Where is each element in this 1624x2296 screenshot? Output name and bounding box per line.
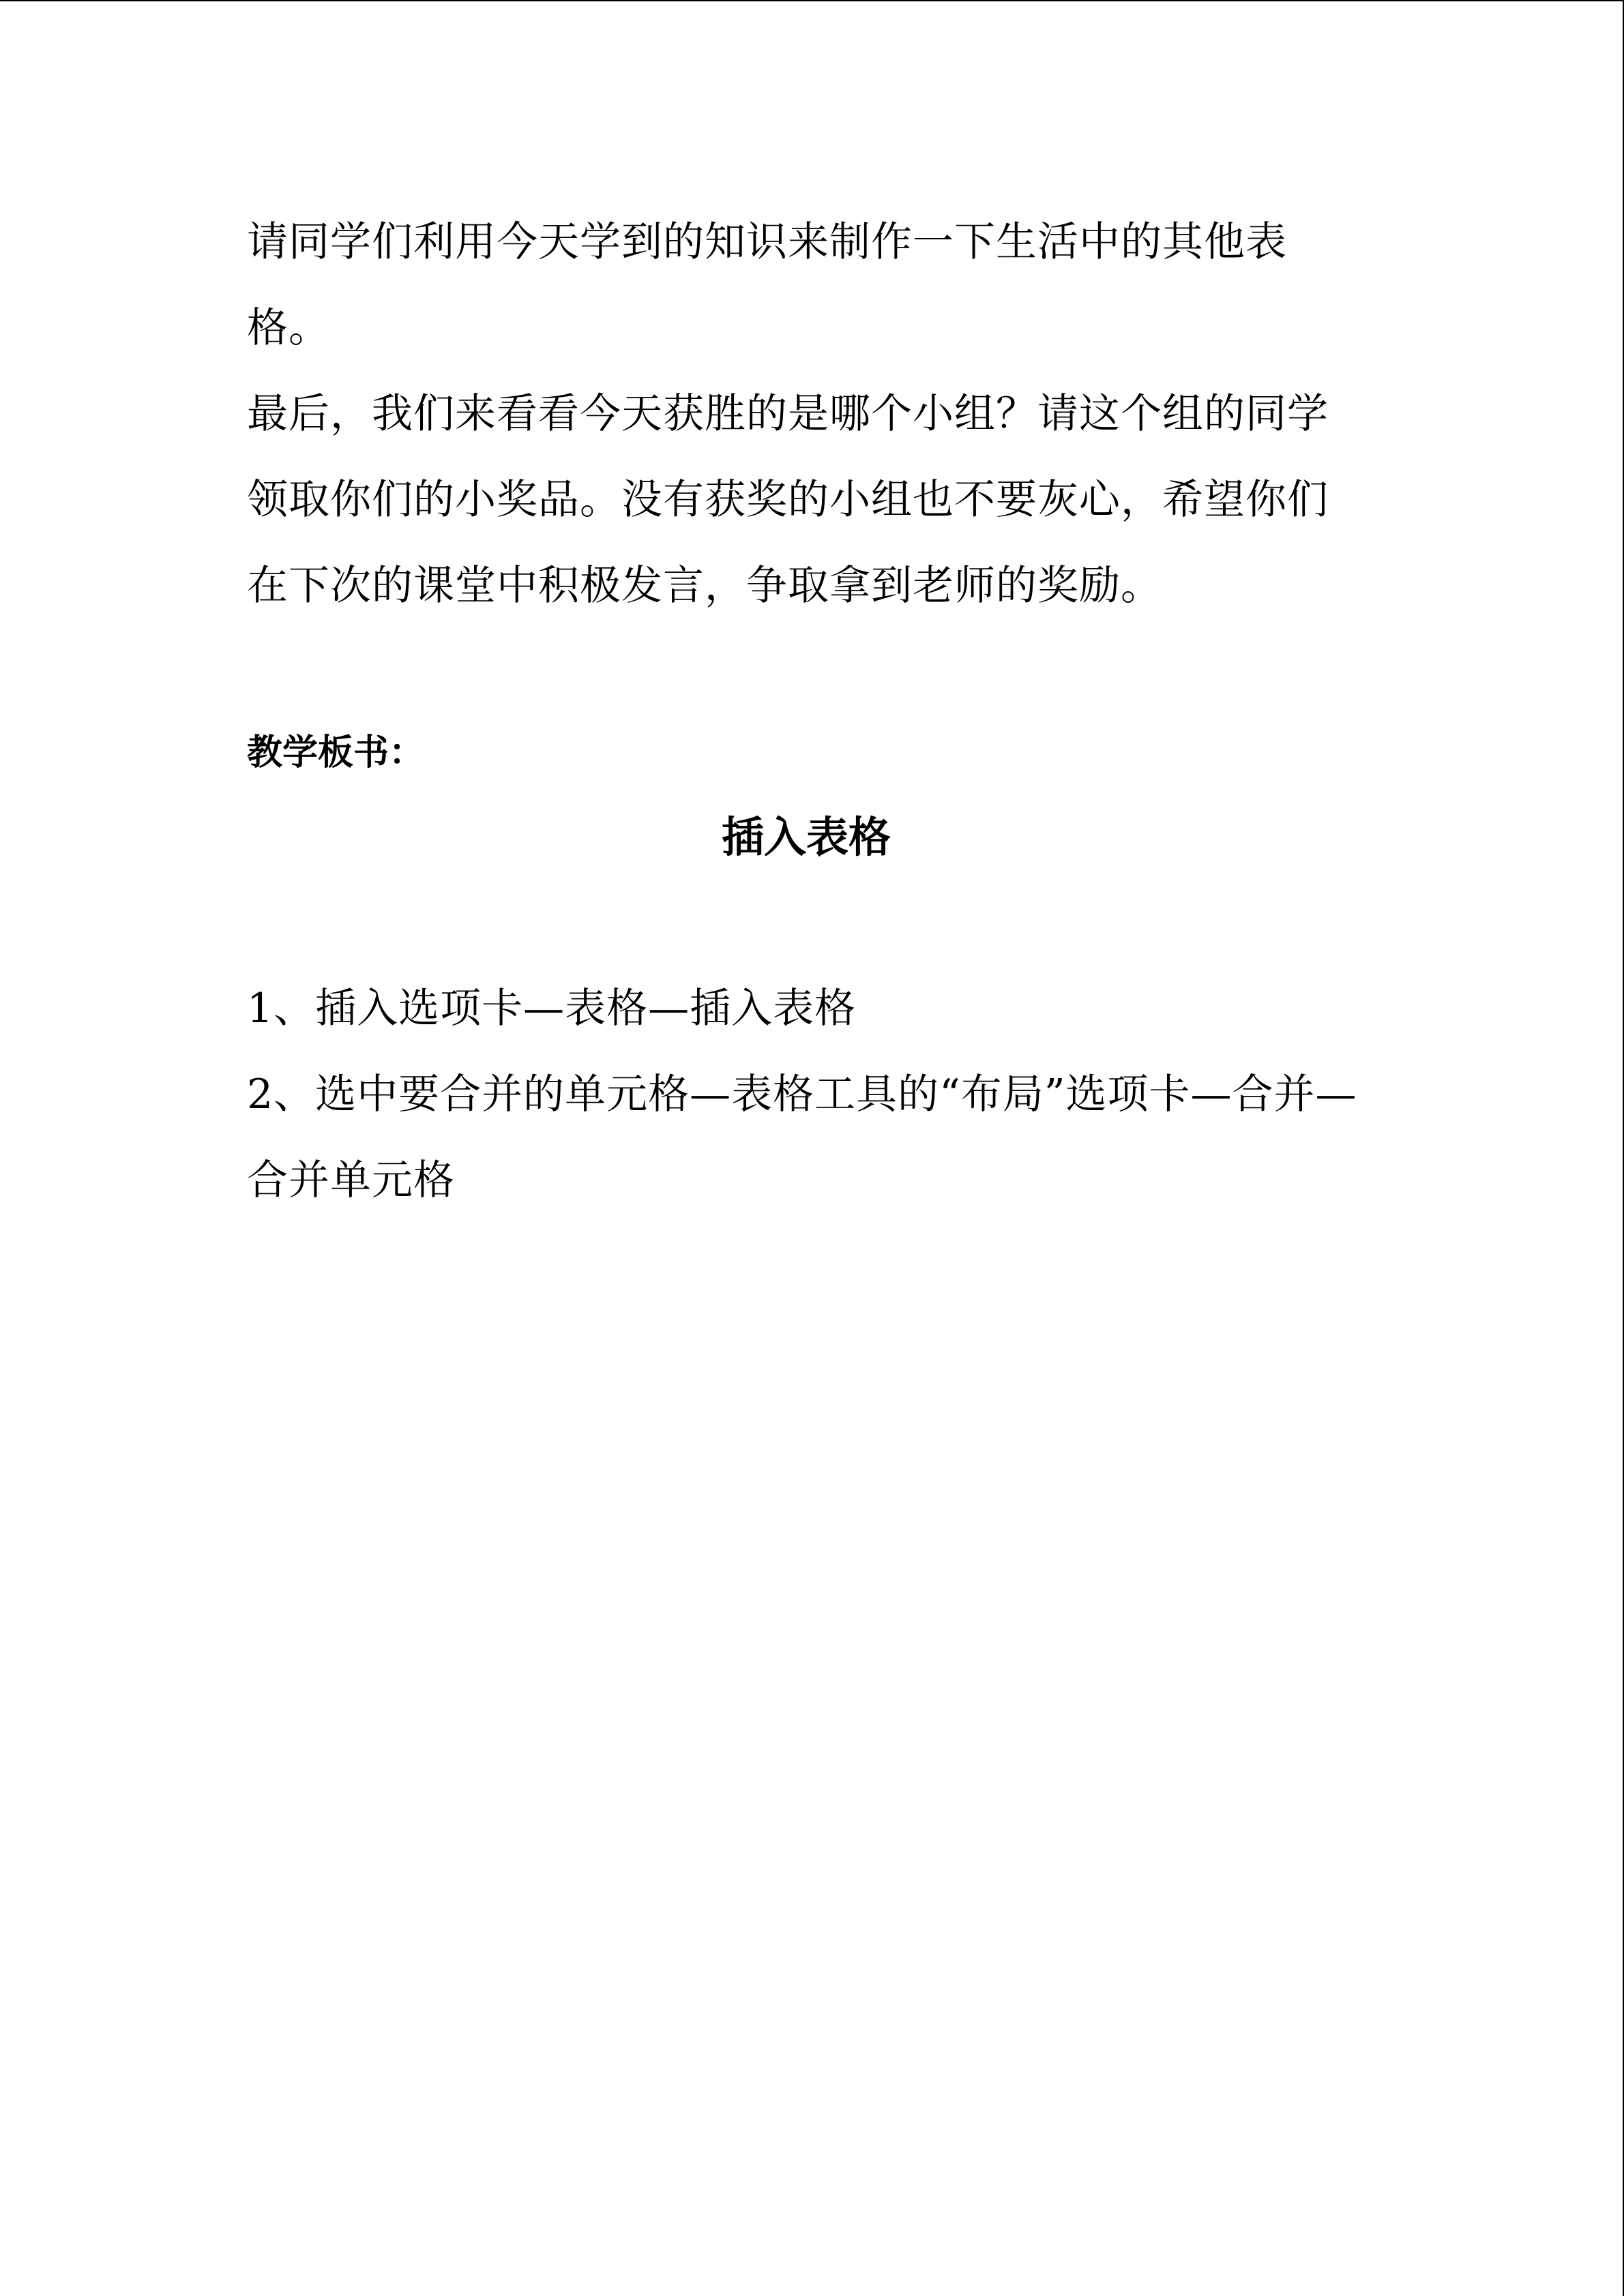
step-item: 2、选中要合并的单元格—表格工具的“布局”选项卡—合并—合并单元格 (247, 1071, 1357, 1204)
paragraph-closing: 最后，我们来看看今天获胜的是哪个小组？请这个组的同学领取你们的小奖品。没有获奖的小组也不要灰心，希望你们在下次的课堂中积极发言，争取拿到老师的奖励。 (247, 390, 1329, 610)
steps-list (247, 966, 1365, 1223)
step-item: 1、插入选项卡—表格—插入表格 (247, 985, 857, 1032)
board-section (247, 726, 1365, 780)
board-title-wrap (247, 803, 1365, 871)
board-title: 插入表格 (721, 812, 891, 862)
paragraph-practice: 请同学们利用今天学到的知识来制作一下生活中的其他表格。 (247, 218, 1287, 352)
board-label: 教学板书： (247, 732, 425, 773)
top-paragraphs (247, 199, 1365, 629)
